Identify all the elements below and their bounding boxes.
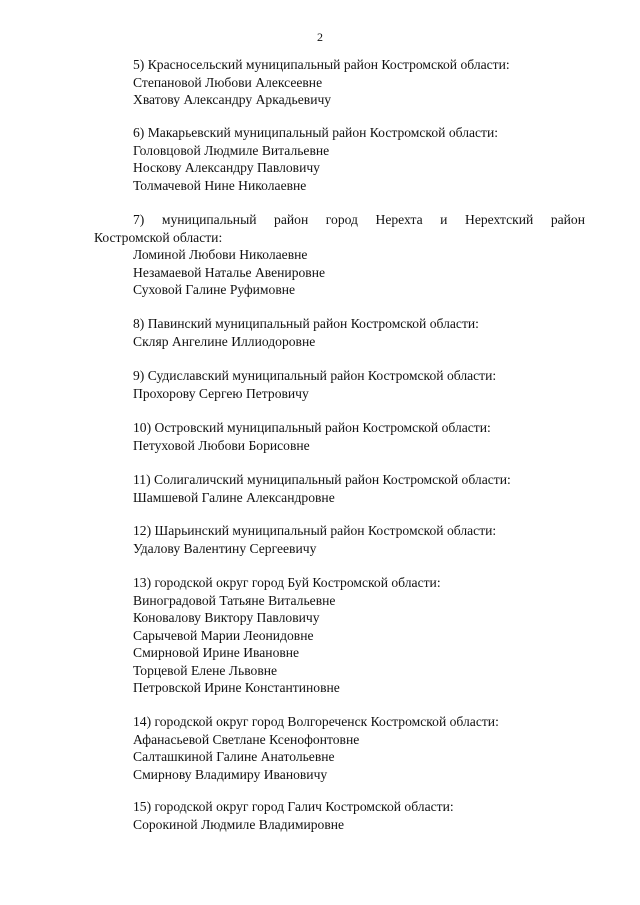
section-heading: 13) городской округ город Буй Костромской области: bbox=[133, 575, 441, 590]
section-12 bbox=[0, 522, 640, 557]
section-heading: 5) Красносельский муниципальный район Костромской области: bbox=[133, 57, 510, 72]
section-heading: 11) Солигаличский муниципальный район Костромской области: bbox=[133, 472, 511, 487]
person-name: Коновалову Виктору Павловичу bbox=[133, 610, 320, 625]
section-9 bbox=[0, 367, 640, 402]
section-heading: 6) Макарьевский муниципальный район Костромской области: bbox=[133, 125, 499, 140]
person-name: Незамаевой Наталье Авенировне bbox=[133, 264, 326, 280]
person-name: Суховой Галине Руфимовне bbox=[133, 282, 296, 297]
person-name: Прохорову Сергею Петровичу bbox=[133, 385, 309, 401]
person-name: Салташкиной Галине Анатольевне bbox=[133, 749, 335, 764]
section-7 bbox=[0, 211, 640, 299]
person-name: Удалову Валентину Сергеевичу bbox=[133, 540, 317, 556]
person-name: Носкову Александру Павловичу bbox=[133, 160, 320, 175]
section-13 bbox=[0, 574, 640, 697]
person-name: Петровской Ирине Константиновне bbox=[133, 680, 340, 695]
person-name: Сарычевой Марии Леонидовне bbox=[133, 627, 314, 643]
page-number: 2 bbox=[317, 30, 323, 44]
section-10 bbox=[0, 419, 640, 454]
person-name: Смирновой Ирине Ивановне bbox=[133, 645, 300, 660]
section-6 bbox=[0, 124, 640, 194]
person-name: Виноградовой Татьяне Витальевне bbox=[133, 592, 336, 608]
person-name: Смирнову Владимиру Ивановичу bbox=[133, 766, 328, 782]
person-name: Афанасьевой Светлане Ксенофонтовне bbox=[133, 731, 360, 747]
person-name: Головцовой Людмиле Витальевне bbox=[133, 142, 330, 158]
section-heading: 9) Судиславский муниципальный район Костромской области: bbox=[133, 368, 497, 383]
person-name: Шамшевой Галине Александровне bbox=[133, 489, 335, 505]
section-heading: 10) Островский муниципальный район Костромской области: bbox=[133, 420, 491, 435]
section-heading: 12) Шарьинский муниципальный район Костромской области: bbox=[133, 523, 497, 538]
section-8 bbox=[0, 315, 640, 350]
person-name: Сорокиной Людмиле Владимировне bbox=[133, 816, 345, 832]
person-name: Степановой Любови Алексеевне bbox=[133, 74, 323, 90]
section-heading: 7) муниципальный район город Нерехта и Нерехтский район bbox=[133, 212, 585, 227]
section-heading-continuation: Костромской области: bbox=[94, 229, 223, 245]
section-heading: 8) Павинский муниципальный район Костромской области: bbox=[133, 316, 479, 331]
section-5 bbox=[0, 56, 640, 109]
section-11 bbox=[0, 471, 640, 506]
person-name: Петуховой Любови Борисовне bbox=[133, 437, 310, 453]
person-name: Хватову Александру Аркадьевичу bbox=[133, 92, 332, 107]
person-name: Толмачевой Нине Николаевне bbox=[133, 177, 307, 193]
section-heading: 15) городской округ город Галич Костромской области: bbox=[133, 799, 454, 814]
section-heading: 14) городской округ город Волгореченск Костромской области: bbox=[133, 714, 499, 729]
section-15 bbox=[0, 798, 640, 833]
person-name: Скляр Ангелине Иллиодоровне bbox=[133, 333, 316, 349]
person-name: Торцевой Елене Львовне bbox=[133, 662, 278, 678]
section-14 bbox=[0, 713, 640, 783]
person-name: Ломиной Любови Николаевне bbox=[133, 247, 308, 262]
